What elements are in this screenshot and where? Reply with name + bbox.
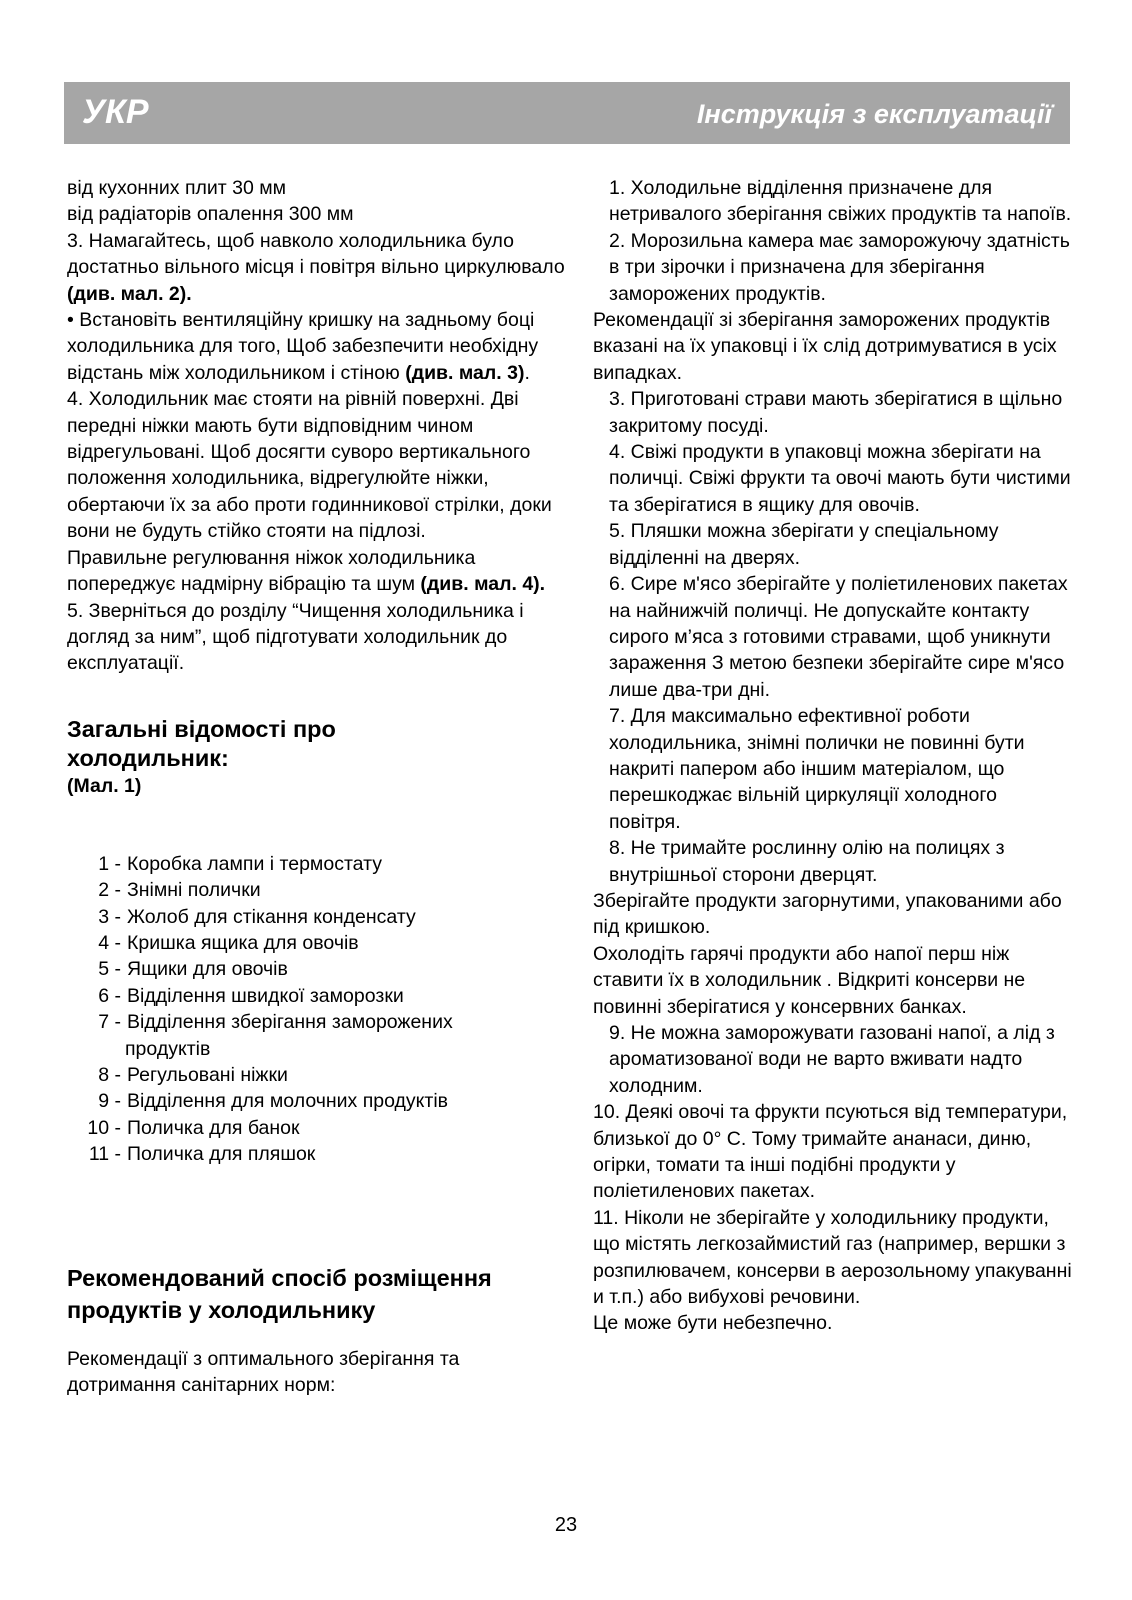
storage-tip: 11. Ніколи не зберігайте у холодильнику продукти, що містять легкозаймистий газ (например, вершки з розпилювачем, консерви в аерозольному упакуванні и т.п.) або вибухові речовини. [593, 1206, 1072, 1309]
clearance-stoves: від кухонних плит 30 мм [67, 177, 287, 199]
storage-tip: 5. Пляшки можна зберігати у спеціальному відділенні на дверях. [609, 520, 999, 569]
legend-text: Відділення швидкої заморозки [127, 984, 404, 1007]
legend-number: 2 - [98, 879, 121, 902]
paragraph-vent-cover [67, 307, 567, 386]
page-number: 23 [554, 1514, 578, 1536]
right-column [593, 175, 1073, 1337]
paragraph-space [67, 228, 567, 307]
legend-number: 7 - [98, 1011, 121, 1034]
header-title: Інструкція з експлуатації [696, 99, 1052, 129]
legend-number: 8 - [98, 1063, 121, 1086]
legend-number: 3 - [98, 905, 121, 928]
storage-tip: Це може бути небезпечно. [593, 1312, 833, 1335]
storage-tip: Охолодіть гарячі продукти або напої перш ніж ставити їх в холодильник . Відкриті консерви не повинні зберігатися у консервних банках. [593, 942, 1026, 1018]
storage-tip: 10. Деякі овочі та фрукти псуються від температури, близької до 0° С. Тому тримайте ананаси, диню, огірки, томати та інші подібні продукти у поліетиленових пакетах. [593, 1101, 1068, 1203]
storage-tip: 7. Для максимально ефективної роботи холодильника, знімні полички не повинні бути накриті папером або іншим матеріалом, що перешкоджає вільній циркуляції холодного повітря. [609, 705, 1025, 833]
paragraph-space-text: 3. Намагайтесь, щоб навколо холодильника було достатньо вільного місця і повітря вільно циркулювало [67, 229, 565, 279]
paragraph-vent-text: • Встановіть вентиляційну кришку на задньому боці холодильника для того, Щоб забезпечити необхідну відстань між холодильником і стіною [67, 309, 539, 384]
legend-text: Кришка ящика для овочів [127, 931, 359, 954]
storage-tip: 8. Не тримайте рослинну олію на полицях з внутрішньої сторони дверцят. [609, 837, 1005, 886]
paragraph-storage-intro: Рекомендації з оптимального зберігання та дотримання санітарних норм: [67, 1347, 460, 1396]
legend-number: 1 - [98, 852, 121, 875]
paragraph-cleaning: 5. Зверніться до розділу “Чищення холодильника і догляд за ним”, щоб підготувати холодильник до експлуатації. [67, 599, 524, 675]
legend-text: Жолоб для стікання конденсату [127, 905, 416, 928]
storage-tip: 9. Не можна заморожувати газовані напої, а лід з ароматизованої води не варто вживати надто холодним. [609, 1022, 1055, 1097]
language-label: УКР [82, 93, 149, 131]
legend-item [67, 956, 567, 982]
figure-ref-4: (див. мал. 4). [420, 573, 546, 596]
storage-tip: Рекомендації зі зберігання заморожених продуктів вказані на їх упаковці і їх слід дотримуватися в усіх випадках. [593, 309, 1057, 384]
legend-number: 11 - [88, 1143, 121, 1166]
legend-item [67, 851, 567, 877]
legend-number: 4 - [98, 931, 121, 954]
legend-text: Поличка для пляшок [127, 1143, 316, 1166]
legend-number: 6 - [98, 984, 121, 1007]
storage-tip: 2. Морозильна камера має заморожуючу здатність в три зірочки і призначена для зберігання заморожених продуктів. [609, 229, 1070, 305]
legend-text: Коробка лампи і термостату [127, 852, 382, 875]
legend-item [67, 1062, 567, 1088]
left-column [67, 175, 567, 1398]
heading-storage: Рекомендований спосіб розміщення продуктів у холодильнику [67, 1264, 492, 1323]
legend-item [67, 1036, 567, 1062]
legend-item [67, 904, 567, 930]
figure-ref-3: (див. мал. 3) [405, 361, 525, 384]
legend-text: Відділення для молочних продуктів [127, 1090, 449, 1113]
legend-text: Відділення зберігання заморожених [127, 1011, 453, 1034]
parts-legend [67, 851, 567, 1168]
legend-number: 10 - [87, 1116, 121, 1139]
legend-text: Поличка для банок [127, 1116, 300, 1139]
legend-item [67, 983, 567, 1009]
page-header [64, 82, 1070, 144]
legend-text: Регульовані ніжки [127, 1063, 288, 1086]
legend-item [67, 1141, 567, 1167]
storage-tip: 3. Приготовані страви мають зберігатися в щільно закритому посуді. [609, 388, 1063, 437]
storage-tip: Зберігайте продукти загорнутими, упакованими або під кришкою. [593, 889, 1062, 939]
storage-tip: 4. Свіжі продукти в упаковці можна зберігати на поличці. Свіжі фрукти та овочі мають бути чистими та зберігатися в ящику для овочів. [609, 441, 1071, 516]
figure-ref-2: (див. мал. 2). [67, 282, 192, 305]
figure-ref-3-tail: . [524, 361, 530, 384]
paragraph-adjust [67, 545, 567, 598]
legend-number: 5 - [98, 958, 121, 981]
legend-number: 9 - [98, 1090, 121, 1113]
legend-item [67, 1115, 567, 1141]
storage-tip: 1. Холодильне відділення призначене для нетривалого зберігання свіжих продуктів та напоїв. [609, 177, 1072, 226]
storage-tip: 6. Сире м'ясо зберігайте у поліетиленових пакетах на найнижчій поличці. Не допускайте контакту сирого м’яса з готовими стравами, щоб уникнути зараження З метою безпеки зберігайте сире м'ясо лише два-три дні. [609, 573, 1068, 701]
heading-figure-ref: (Мал. 1) [67, 774, 142, 797]
legend-item [67, 877, 567, 903]
legend-text-continued: продуктів [125, 1037, 211, 1060]
clearance-radiators: від радіаторів опалення 300 мм [67, 203, 354, 226]
legend-item [67, 1088, 567, 1114]
heading-general-info: Загальні відомості про холодильник: [67, 715, 336, 771]
paragraph-adjust-text: Правильне регулювання ніжок холодильника попереджує надмірну вібрацію та шум [67, 546, 476, 596]
paragraph-level: 4. Холодильник має стояти на рівній поверхні. Дві передні ніжки мають бути відповідним чином відрегульовані. Щоб досягти суворо вертикального положення холодильника, відрегулюйте ніжки, обертаючи їх за або проти годинникової стрілки, доки вони не будуть стійко стояти на підлозі. [67, 388, 552, 543]
legend-text: Знімні полички [127, 879, 261, 902]
legend-text: Ящики для овочів [127, 958, 288, 981]
legend-item [67, 1009, 567, 1035]
legend-item [67, 930, 567, 956]
